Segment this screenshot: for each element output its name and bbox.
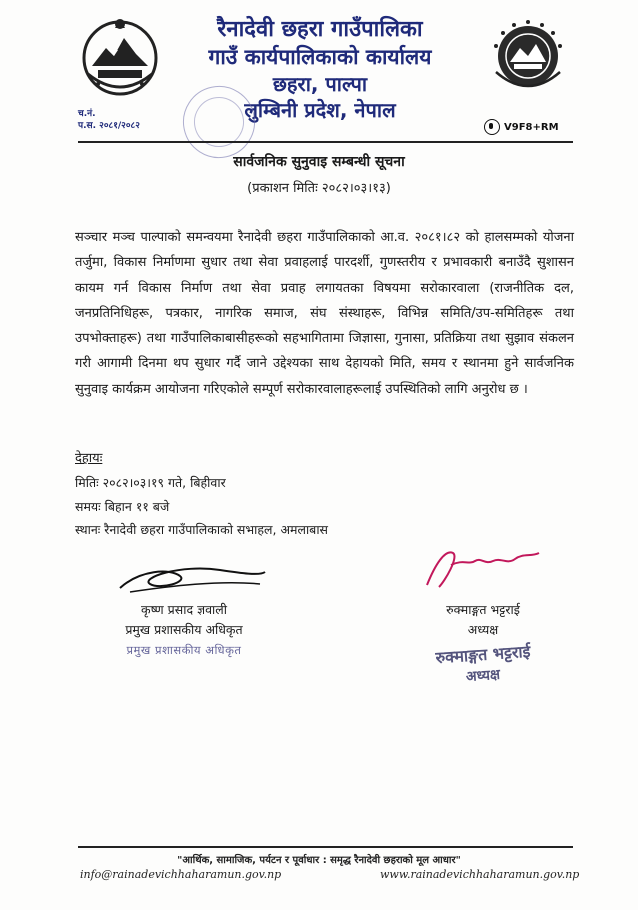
municipality-logo-icon: [488, 16, 568, 96]
details-heading: देहायः: [75, 451, 103, 466]
event-details: [75, 471, 328, 542]
right-signature-icon: [415, 535, 545, 595]
left-signature-icon: [110, 550, 270, 605]
left-signatory-stamp: प्रमुख प्रशासकीय अधिकृत: [126, 643, 242, 657]
right-stamp-title: अध्यक्ष: [465, 666, 501, 686]
right-signatory-title: अध्यक्ष: [467, 622, 499, 637]
office-name: गाउँ कार्यपालिकाको कार्यालय: [208, 45, 432, 69]
left-signatory: [84, 600, 284, 660]
event-time: समयः बिहान ११ बजे: [75, 498, 170, 514]
notice-body: सञ्चार मञ्च पाल्पाको समन्वयमा रैनादेवी छहरा गाउँपालिकाको आ.व. २०८१।८२ को हालसम्मको योजना तर्जुमा, विकास निर्माणमा सुधार तथा सेवा प्रवाहलाई पारदर्शी, गुणस्तरीय र प्रभावकारी बनाउँदै सुशासन कायम गर्न विकास निर्माण तथा सेवा प्रवाह लगायतका विषयमा सरोकारवाला (राजनीतिक दल, जनप्रतिनिधिहरू, पत्रकार, नागरिक समाज, संघ संस्थाहरू, विभिन्न समिति/उप-समितिहरू तथा उपभोक्ताहरू) तथा गाउँपालिकाबासीहरूको सहभागितामा जिज्ञासा, गुनासा, प्रतिक्रिया तथा सुझाव संकलन गरी आगामी दिनमा थप सुधार गर्दै जाने उद्देश्यका साथ देहायको मिति, समय र स्थानमा हुने सार्वजनिक सुनुवाइ कार्यक्रम आयोजना गरिएकोले सम्पूर्ण सरोकारवालाहरूलाई उपस्थितिको लागि अनुरोध छ ।: [75, 230, 574, 397]
left-signatory-title: प्रमुख प्रशासकीय अधिकृत: [125, 622, 243, 637]
event-date: मितिः २०८२।०३।१९ गते, बिहीवार: [75, 475, 226, 490]
footer-divider: [78, 846, 573, 848]
notice-title: सार्वजनिक सुनुवाइ सम्बन्धी सूचना: [233, 154, 405, 170]
right-signatory: [388, 600, 578, 686]
reference-number-label: च.नं.: [78, 109, 96, 119]
location-code: [484, 119, 559, 135]
fiscal-year: प.स. २०८१/२०८२: [78, 121, 140, 131]
government-emblem-icon: [78, 14, 162, 98]
reference-block: [78, 108, 140, 132]
publication-date: (प्रकाशन मितिः २०८२।०३।१३): [247, 181, 391, 196]
right-signatory-name: रुक्माङ्गत भट्टराई: [446, 602, 520, 617]
location-pin-icon: [484, 119, 500, 135]
footer-email: info@rainadevichhaharamun.gov.np: [80, 868, 282, 881]
footer-slogan: "आर्थिक, सामाजिक, पर्यटन र पूर्वाधार : समृद्ध रैनादेवी छहराको मूल आधार": [177, 855, 461, 866]
plus-code: V9F8+RM: [504, 121, 559, 133]
event-venue: स्थानः रैनादेवी छहरा गाउँपालिकाको सभाहल, अमलाबास: [75, 522, 329, 537]
municipality-name: रैनादेवी छहरा गाउँपालिका: [217, 17, 423, 42]
left-signatory-name: कृष्ण प्रसाद ज्ञवाली: [141, 602, 227, 617]
header-divider: [78, 141, 573, 143]
footer-website: www.rainadevichhaharamun.gov.np: [380, 868, 580, 881]
office-address: छहरा, पाल्पा: [272, 72, 368, 96]
province-country: लुम्बिनी प्रदेश, नेपाल: [244, 98, 396, 122]
right-stamp-name: रुक्माङ्गत भट्टराई: [434, 641, 531, 668]
